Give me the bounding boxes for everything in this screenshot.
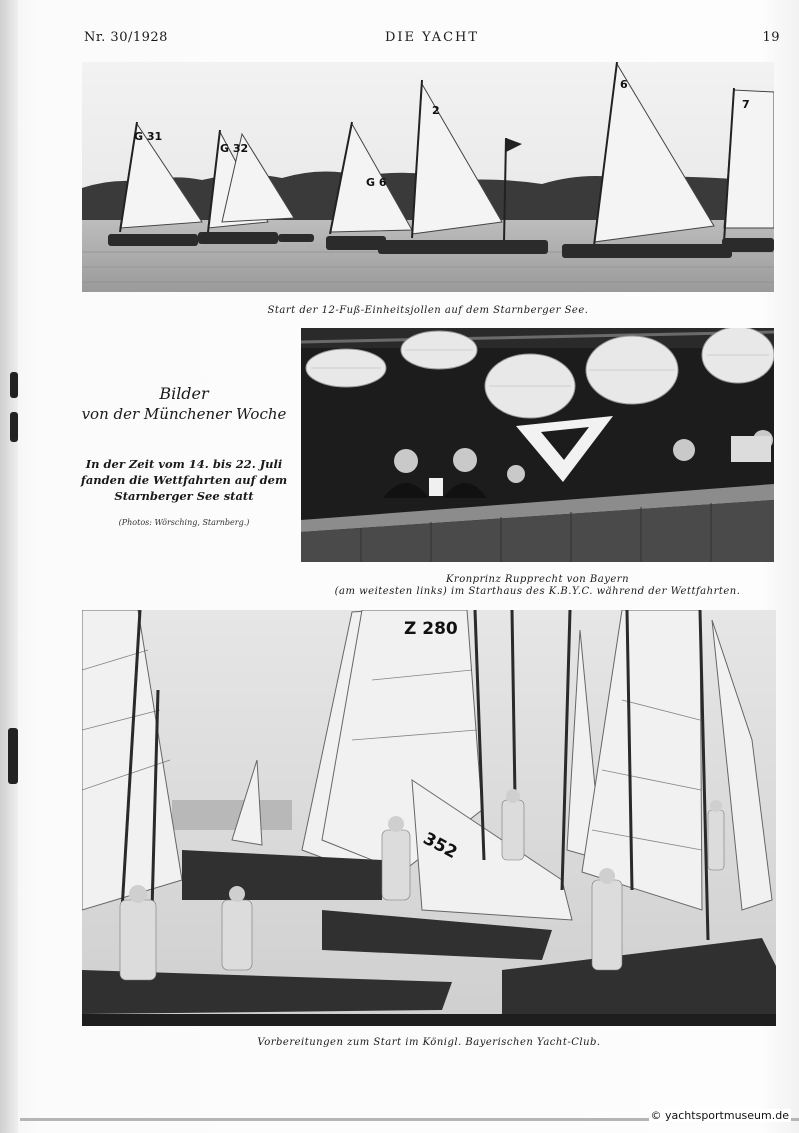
- page-spine: [0, 0, 18, 1133]
- text-line: fanden die Wettfahrten auf dem: [80, 473, 288, 487]
- start-house-image: [301, 328, 774, 562]
- text-line: In der Zeit vom 14. bis 22. Juli: [85, 457, 283, 471]
- sail-number: 7: [742, 98, 750, 111]
- article-title: [78, 384, 290, 423]
- magazine-title: DIE YACHT: [384, 30, 480, 45]
- photo-start-house: [301, 328, 774, 562]
- photo-preparations: [82, 610, 776, 1026]
- sail-number: Z 280: [404, 619, 458, 639]
- title-line: Bilder: [159, 384, 209, 403]
- photo-dinghy-start: [82, 62, 774, 292]
- title-line: von der Münchener Woche: [81, 405, 287, 423]
- sail-number: 6: [620, 78, 628, 91]
- photo-credit: (Photos: Wörsching, Starnberg.): [118, 518, 250, 527]
- sail-number: G 32: [220, 142, 249, 155]
- dinghy-start-image: [82, 62, 774, 292]
- page-header: [84, 30, 780, 50]
- sail-number: G 6: [366, 176, 387, 189]
- photo-caption: [301, 574, 774, 598]
- caption-line: (am weitesten links) im Starthaus des K.B.Y.C. während der Wettfahrten.: [334, 586, 741, 597]
- caption-line: Kronprinz Rupprecht von Bayern: [445, 574, 630, 585]
- article-text: [78, 456, 290, 504]
- sail-number: G 31: [134, 130, 163, 143]
- sail-number: 2: [432, 104, 440, 117]
- photo-caption: Start der 12-Fuß-Einheitsjollen auf dem Starnberger See.: [267, 305, 589, 316]
- page-number: 19: [762, 30, 780, 45]
- sail-number: 352: [419, 828, 461, 864]
- issue-number: Nr. 30/1928: [84, 30, 168, 45]
- text-line: Starnberger See statt: [114, 489, 254, 503]
- watermark: © yachtsportmuseum.de: [650, 1109, 789, 1122]
- binding-mark: [8, 728, 18, 784]
- binding-mark: [10, 372, 18, 398]
- binding-mark: [10, 412, 18, 442]
- photo-caption: Vorbereitungen zum Start im Königl. Bayerischen Yacht-Club.: [257, 1037, 601, 1048]
- preparations-image: [82, 610, 776, 1026]
